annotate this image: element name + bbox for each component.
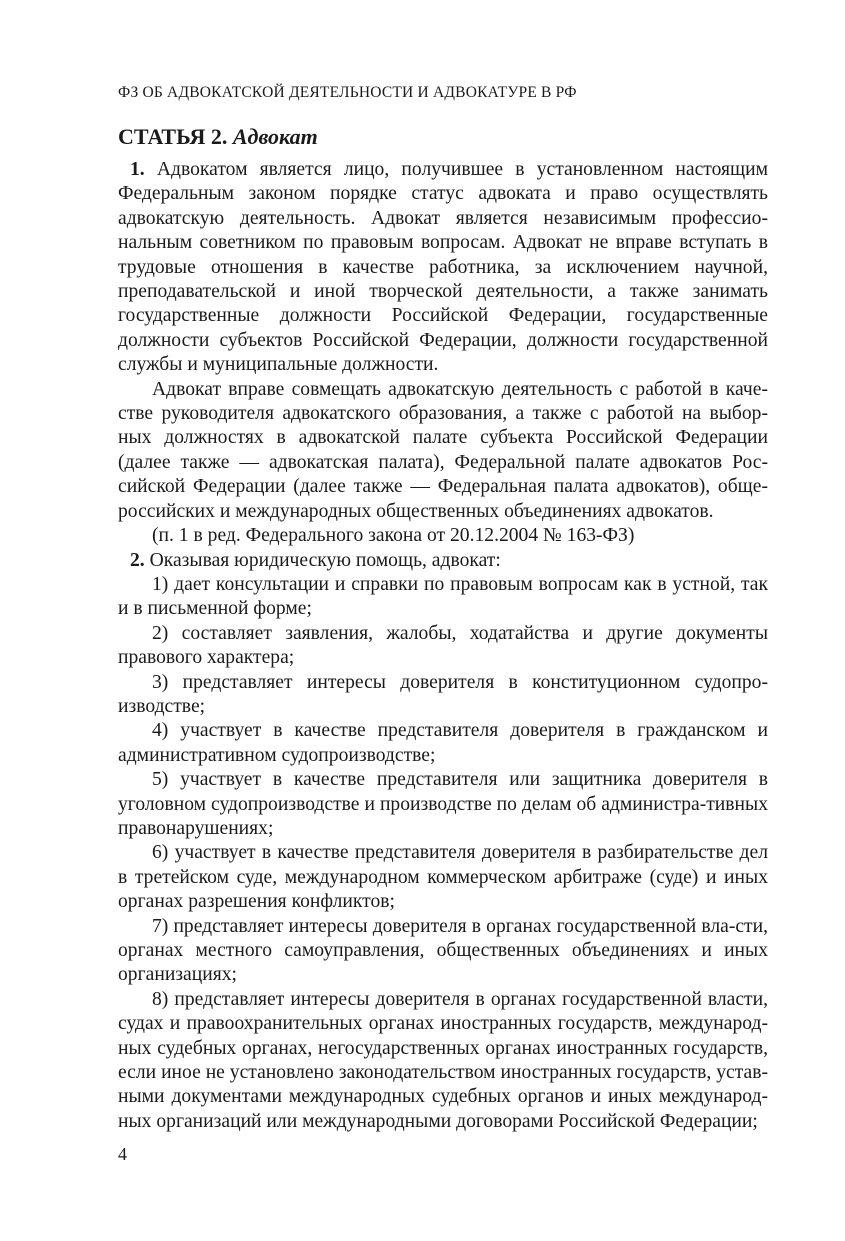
paragraph-1-continuation: Адвокат вправе совмещать адвокатскую деятельность с работой в каче-стве руководителя адвокатского образования, а также с работой на выбор-ных должностях в адвокатской палате субъекта Российской Федерации (далее также — адвокатская палата), Федеральной палате адвокатов Рос-сийской Федерации (далее также — Федеральная палата адвокатов), обще-российских и международных общественных объединениях адвокатов.	[118, 378, 768, 522]
list-item: 5) участвует в качестве представителя или защитника доверителя в уголовном судопроизводстве и производстве по делам об администра-тивных правонарушениях;	[118, 769, 768, 839]
page-number: 4	[118, 1144, 127, 1164]
running-header: ФЗ ОБ АДВОКАТСКОЙ ДЕЯТЕЛЬНОСТИ И АДВОКАТУРЕ В РФ	[118, 84, 577, 101]
list-item: 6) участвует в качестве представителя доверителя в разбирательстве дел в третейском суде, международном коммерческом арбитраже (суде) и иных органах разрешения конфликтов;	[118, 842, 768, 913]
article-body	[118, 158, 768, 1134]
paragraph-number: 2.	[130, 549, 145, 571]
article-label: СТАТЬЯ 2.	[118, 124, 228, 149]
amendment-note: (п. 1 в ред. Федерального закона от 20.12.2004 № 163-ФЗ)	[152, 525, 635, 547]
list-item: 2) составляет заявления, жалобы, ходатайства и другие документы правового характера;	[118, 622, 768, 669]
paragraph-1	[118, 158, 768, 378]
article-title	[118, 124, 318, 150]
paragraph-text: Оказывая юридическую помощь, адвокат:	[149, 549, 501, 571]
article-name: Адвокат	[232, 124, 318, 149]
list-item: 8) представляет интересы доверителя в органах государственной власти, судах и правоохранительных органах иностранных государств, международ-ных судебных органах, негосударственных органах иностранных государств, если иное не установлено законодательством иностранных государств, устав-ными документами международных судебных органов и иных международ-ных организаций или международными договорами Российской Федерации;	[118, 988, 768, 1132]
list-item: 1) дает консультации и справки по правовым вопросам как в устной, так и в письменной форме;	[118, 573, 768, 620]
paragraph-2	[118, 549, 768, 573]
paragraph-text: Адвокатом является лицо, получившее в установленном настоящим Федеральным законом порядке статус адвоката и право осуществлять адвокатскую деятельность. Адвокат является независимым профессио-нальным советником по правовым вопросам. Адвокат не вправе вступать в трудовые отношения в качестве работника, за исключением научной, преподавательской и иной творческой деятельности, а также занимать государственные должности Российской Федерации, государственные должности субъектов Российской Федерации, должности государственной службы и муниципальные должности.	[118, 159, 768, 376]
paragraph-number: 1.	[130, 159, 145, 180]
list-item: 7) представляет интересы доверителя в органах государственной вла-сти, органах местного самоуправления, общественных объединениях и иных организациях;	[118, 915, 768, 986]
list-item: 4) участвует в качестве представителя доверителя в гражданском и административном судопроизводстве;	[118, 720, 768, 766]
list-item: 3) представляет интересы доверителя в конституционном судопро-изводстве;	[118, 671, 768, 717]
